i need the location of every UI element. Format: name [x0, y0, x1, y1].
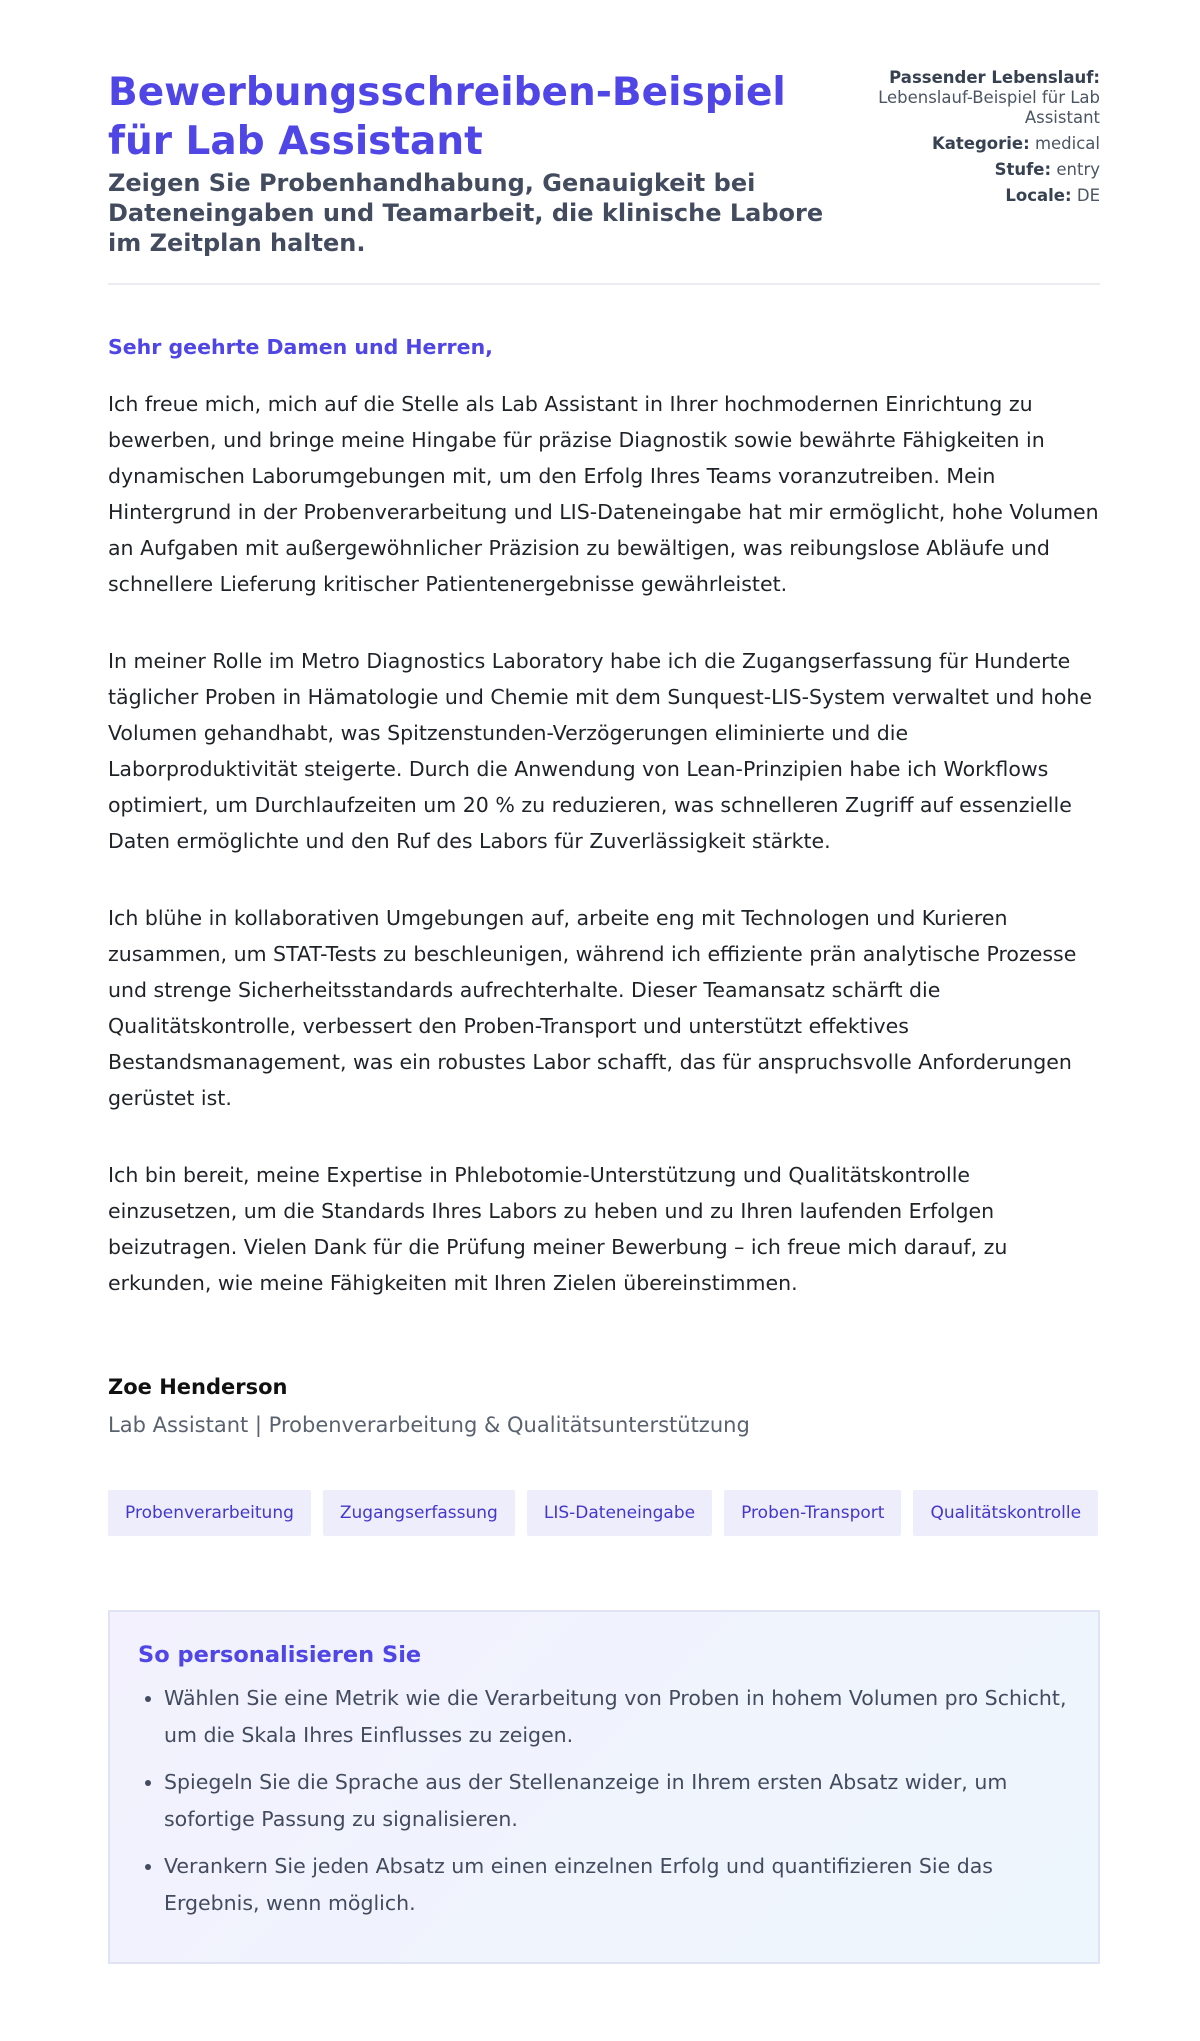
- tip-item: • Spiegeln Sie die Sprache aus der Stellenanzeige in Ihrem ersten Absatz wider, um sofortige Passung zu signalisieren.: [164, 1764, 1070, 1838]
- paragraph: Ich freue mich, mich auf die Stelle als Lab Assistant in Ihrer hochmodernen Einrichtung zu bewerben, und bringe meine Hingabe für präzise Diagnostik sowie bewährte Fähigkeiten in dynamischen Laborumgebungen mit, um den Erfolg Ihres Teams voranzutreiben. Mein Hintergrund in der Probenverarbeitung und LIS-Dateneingabe hat mir ermöglicht, hohe Volumen an Aufgaben mit außergewöhnlicher Präzision zu bewältigen, was reibungslose Abläufe und schnellere Lieferung kritischer Patientenergebnisse gewährleistet.: [108, 392, 1099, 596]
- tag: Zugangserfassung: [323, 1490, 515, 1536]
- page-header: [108, 0, 1100, 285]
- paragraph: Ich blühe in kollaborativen Umgebungen auf, arbeite eng mit Technologen und Kurieren zusammen, um STAT-Tests zu beschleunigen, während ich effiziente prän analytische Prozesse und strenge Sicherheitsstandards aufrechterhalte. Dieser Teamansatz schärft die Qualitätskontrolle, verbessert den Proben-Transport und unterstützt effektives Bestandsmanagement, was ein robustes Labor schafft, das für anspruchsvolle Anforderungen gerüstet ist.: [108, 906, 1077, 1110]
- page-title: Bewerbungsschreiben-Beispiel für Lab Assistant: [108, 70, 786, 164]
- tag: LIS-Dateneingabe: [527, 1490, 712, 1536]
- resume-label: Passender Lebenslauf:: [889, 68, 1100, 87]
- page: [108, 0, 1100, 1964]
- level-value: entry: [1056, 160, 1100, 179]
- letter-body: [108, 386, 1100, 1301]
- tips-box: [108, 1610, 1100, 1964]
- tag: Probenverarbeitung: [108, 1490, 311, 1536]
- tip-item: • Verankern Sie jeden Absatz um einen einzelnen Erfolg und quantifizieren Sie das Ergebnis, wenn möglich.: [164, 1848, 1070, 1922]
- tag: Proben-Transport: [724, 1490, 901, 1536]
- tag: Qualitätskontrolle: [913, 1490, 1098, 1536]
- paragraph: Ich bin bereit, meine Expertise in Phlebotomie-Unterstützung und Qualitätskontrolle einzusetzen, um die Standards Ihres Labors zu heben und zu Ihren laufenden Erfolgen beizutragen. Vielen Dank für die Prüfung meiner Bewerbung – ich freue mich darauf, zu erkunden, wie meine Fähigkeiten mit Ihren Zielen übereinstimmen.: [108, 1163, 1008, 1295]
- category-value: medical: [1034, 134, 1100, 153]
- signature-name: Zoe Henderson: [108, 1375, 288, 1399]
- meta-panel: [860, 68, 1100, 283]
- locale-label: Locale:: [1005, 186, 1072, 205]
- category-label: Kategorie:: [931, 134, 1030, 153]
- tips-title: So personalisieren Sie: [138, 1642, 422, 1668]
- tag-list: [108, 1490, 1100, 1536]
- tips-list: [138, 1680, 1070, 1922]
- locale-value: DE: [1076, 186, 1100, 205]
- level-label: Stufe:: [994, 160, 1052, 179]
- paragraph: In meiner Rolle im Metro Diagnostics Laboratory habe ich die Zugangserfassung für Hunderte täglicher Proben in Hämatologie und Chemie mit dem Sunquest-LIS-System verwaltet und hohe Volumen gehandhabt, was Spitzenstunden-Verzögerungen eliminierte und die Laborproduktivität steigerte. Durch die Anwendung von Lean-Prinzipien habe ich Workflows optimiert, um Durchlaufzeiten um 20 % zu reduzieren, was schnelleren Zugriff auf essenzielle Daten ermöglichte und den Ruf des Labors für Zuverlässigkeit stärkte.: [108, 649, 1093, 853]
- resume-link[interactable]: Lebenslauf-Beispiel für Lab Assistant: [878, 88, 1100, 127]
- signature-role: Lab Assistant | Probenverarbeitung & Qualitätsunterstützung: [108, 1413, 750, 1437]
- page-subtitle: Zeigen Sie Probenhandhabung, Genauigkeit bei Dateneingaben und Teamarbeit, die klinische Labore im Zeitplan halten.: [108, 169, 824, 257]
- greeting: Sehr geehrte Damen und Herren,: [108, 335, 493, 359]
- tip-item: • Wählen Sie eine Metrik wie die Verarbeitung von Proben in hohem Volumen pro Schicht, um die Skala Ihres Einflusses zu zeigen.: [164, 1680, 1070, 1754]
